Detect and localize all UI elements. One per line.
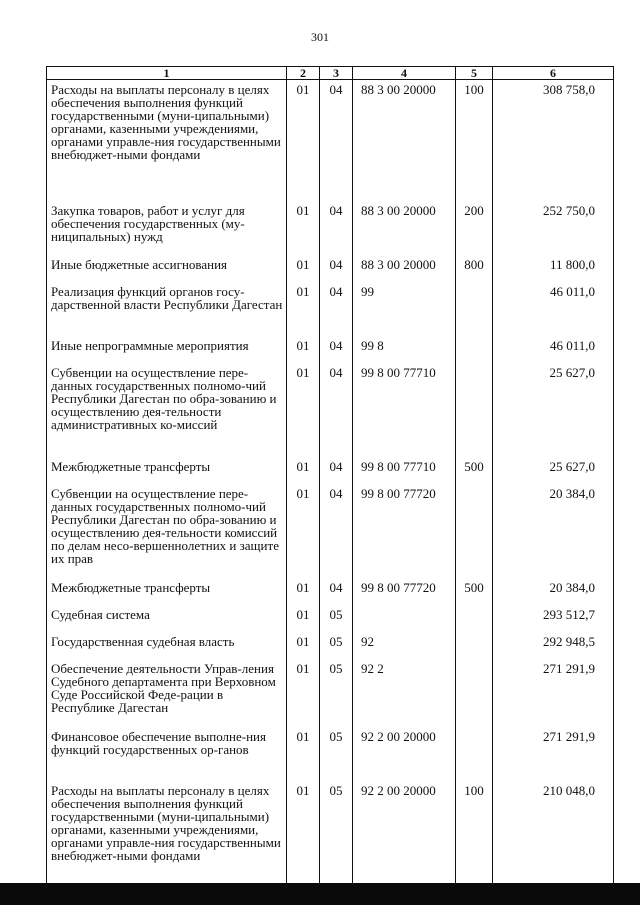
- section-code: 01: [287, 632, 320, 659]
- amount: 308 758,0: [493, 80, 614, 201]
- amount: 252 750,0: [493, 201, 614, 255]
- expense-type-code: 800: [456, 255, 493, 282]
- expense-type-code: 200: [456, 201, 493, 255]
- amount: 25 627,0: [493, 363, 614, 457]
- target-article-code: 92: [353, 632, 456, 659]
- header-cell: 6: [493, 67, 614, 80]
- expense-type-code: 500: [456, 457, 493, 484]
- section-code: 01: [287, 781, 320, 888]
- subsection-code: 04: [320, 578, 353, 605]
- expense-type-code: [456, 659, 493, 727]
- table-row: [47, 282, 614, 336]
- section-code: 01: [287, 282, 320, 336]
- table-row: [47, 578, 614, 605]
- section-code: 01: [287, 255, 320, 282]
- target-article-code: 99 8 00 77720: [353, 578, 456, 605]
- table-row: [47, 80, 614, 201]
- amount: 271 291,9: [493, 727, 614, 781]
- item-name: Субвенции на осуществление пере-данных государственных полномо-чий Республики Дагестан по обра-зованию и осуществлению дея-тельности комиссий по делам несо-вершеннолетних и защите их прав: [47, 484, 287, 578]
- item-name: Судебная система: [47, 605, 287, 632]
- amount: 46 011,0: [493, 336, 614, 363]
- subsection-code: 05: [320, 659, 353, 727]
- table-row: [47, 201, 614, 255]
- header-cell: 3: [320, 67, 353, 80]
- item-name: Межбюджетные трансферты: [47, 457, 287, 484]
- expense-type-code: [456, 605, 493, 632]
- item-name: Закупка товаров, работ и услуг для обеспечения государственных (му-ниципальных) нужд: [47, 201, 287, 255]
- target-article-code: 99 8: [353, 336, 456, 363]
- item-name: Расходы на выплаты персоналу в целях обеспечения выполнения функций государственными (муни-ципальными) органами, казенными учреждениями, органами управле-ния государственными внебюджет-ными фондами: [47, 80, 287, 201]
- amount: 20 384,0: [493, 484, 614, 578]
- section-code: 01: [287, 457, 320, 484]
- subsection-code: 05: [320, 781, 353, 888]
- amount: 20 384,0: [493, 578, 614, 605]
- section-code: 01: [287, 363, 320, 457]
- expense-type-code: [456, 282, 493, 336]
- expense-type-code: [456, 363, 493, 457]
- section-code: 01: [287, 80, 320, 201]
- item-name: Обеспечение деятельности Управ-ления Судебного департамента при Верховном Суде Российской Феде-рации в Республике Дагестан: [47, 659, 287, 727]
- budget-table: [46, 66, 614, 888]
- target-article-code: 88 3 00 20000: [353, 80, 456, 201]
- subsection-code: 04: [320, 336, 353, 363]
- subsection-code: 04: [320, 484, 353, 578]
- target-article-code: 88 3 00 20000: [353, 255, 456, 282]
- table-row: [47, 484, 614, 578]
- header-cell: 4: [353, 67, 456, 80]
- header-cell: 1: [47, 67, 287, 80]
- table-row: [47, 632, 614, 659]
- amount: 292 948,5: [493, 632, 614, 659]
- table-row: [47, 727, 614, 781]
- section-code: 01: [287, 605, 320, 632]
- table-row: [47, 336, 614, 363]
- expense-type-code: 500: [456, 578, 493, 605]
- target-article-code: 99: [353, 282, 456, 336]
- subsection-code: 05: [320, 605, 353, 632]
- header-row: [47, 67, 614, 80]
- target-article-code: 99 8 00 77720: [353, 484, 456, 578]
- amount: 210 048,0: [493, 781, 614, 888]
- item-name: Реализация функций органов госу-дарственной власти Республики Дагестан: [47, 282, 287, 336]
- section-code: 01: [287, 727, 320, 781]
- table-row: [47, 781, 614, 888]
- item-name: Иные непрограммные мероприятия: [47, 336, 287, 363]
- target-article-code: 88 3 00 20000: [353, 201, 456, 255]
- subsection-code: 04: [320, 255, 353, 282]
- table-row: [47, 363, 614, 457]
- expense-type-code: [456, 727, 493, 781]
- expense-type-code: [456, 484, 493, 578]
- item-name: Субвенции на осуществление пере-данных государственных полномо-чий Республики Дагестан по обра-зованию и осуществлению дея-тельности административных ко-миссий: [47, 363, 287, 457]
- expense-type-code: 100: [456, 80, 493, 201]
- section-code: 01: [287, 659, 320, 727]
- target-article-code: [353, 605, 456, 632]
- section-code: 01: [287, 484, 320, 578]
- subsection-code: 04: [320, 201, 353, 255]
- amount: 25 627,0: [493, 457, 614, 484]
- subsection-code: 04: [320, 363, 353, 457]
- item-name: Межбюджетные трансферты: [47, 578, 287, 605]
- target-article-code: 99 8 00 77710: [353, 457, 456, 484]
- subsection-code: 05: [320, 632, 353, 659]
- expense-type-code: [456, 632, 493, 659]
- subsection-code: 04: [320, 282, 353, 336]
- section-code: 01: [287, 336, 320, 363]
- target-article-code: 92 2 00 20000: [353, 727, 456, 781]
- table-row: [47, 605, 614, 632]
- item-name: Государственная судебная власть: [47, 632, 287, 659]
- amount: 293 512,7: [493, 605, 614, 632]
- expense-type-code: [456, 336, 493, 363]
- table-row: [47, 457, 614, 484]
- subsection-code: 04: [320, 457, 353, 484]
- item-name: Иные бюджетные ассигнования: [47, 255, 287, 282]
- section-code: 01: [287, 578, 320, 605]
- expense-type-code: 100: [456, 781, 493, 888]
- section-code: 01: [287, 201, 320, 255]
- subsection-code: 04: [320, 80, 353, 201]
- target-article-code: 99 8 00 77710: [353, 363, 456, 457]
- table-row: [47, 659, 614, 727]
- amount: 11 800,0: [493, 255, 614, 282]
- subsection-code: 05: [320, 727, 353, 781]
- amount: 271 291,9: [493, 659, 614, 727]
- item-name: Расходы на выплаты персоналу в целях обеспечения выполнения функций государственными (муни-ципальными) органами, казенными учреждениями, органами управле-ния государственными внебюджет-ными фондами: [47, 781, 287, 888]
- scan-border: [0, 883, 640, 905]
- header-cell: 5: [456, 67, 493, 80]
- header-cell: 2: [287, 67, 320, 80]
- amount: 46 011,0: [493, 282, 614, 336]
- table-row: [47, 255, 614, 282]
- target-article-code: 92 2: [353, 659, 456, 727]
- item-name: Финансовое обеспечение выполне-ния функций государственных ор-ганов: [47, 727, 287, 781]
- target-article-code: 92 2 00 20000: [353, 781, 456, 888]
- page-number: 301: [311, 30, 329, 44]
